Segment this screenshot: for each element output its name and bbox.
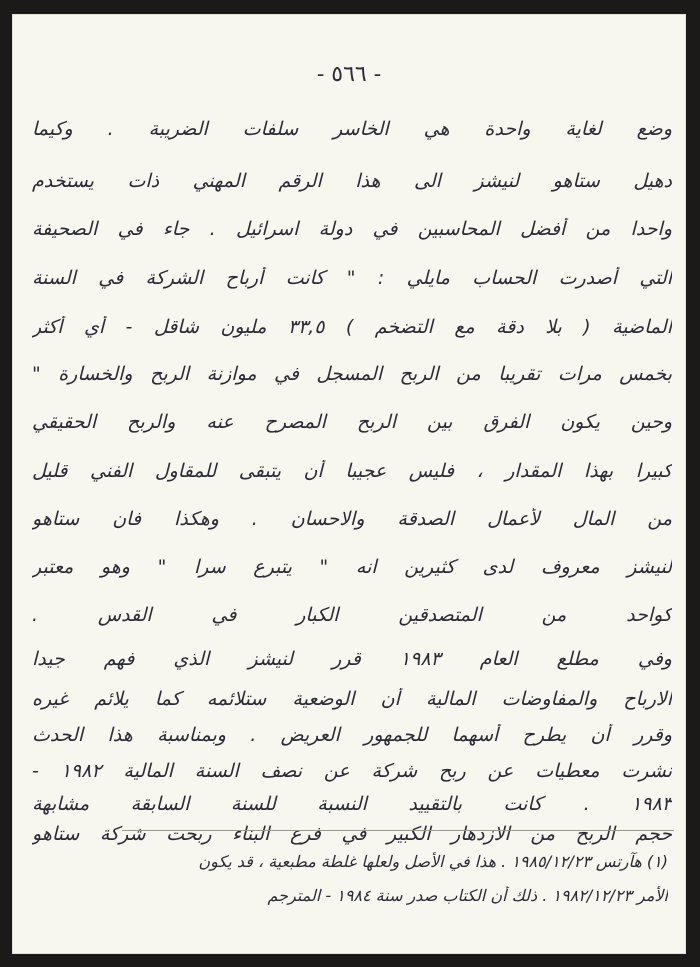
text-line: الارباح والمفاوضات المالية أن الوضعية ستلائمه كما يلائم غيره	[32, 688, 672, 710]
text-line: وحين يكون الفرق بين الربح المصرح عنه والربح الحقيقي	[32, 411, 672, 433]
text-line: وقرر أن يطرح أسهما للجمهور العريض . وبمناسبة هذا الحدث	[32, 724, 672, 746]
footnote-line: الأمر ١٩٨٢/١٢/٢٣ . ذلك أن الكتاب صدر سنة ١٩٨٤ - المترجم	[267, 886, 668, 905]
footnote-divider	[122, 830, 674, 831]
manuscript-page	[12, 14, 686, 954]
text-line: بخمس مرات تقريبا من الربح المسجل في موازنة الربح والخسارة "	[32, 363, 672, 385]
text-line: نشرت معطيات عن ربح شركة عن نصف السنة المالية ١٩٨٢ -	[32, 760, 672, 782]
text-line: لنيشز معروف لدى كثيرين انه " يتبرع سرا " وهو معتبر	[32, 556, 672, 578]
page-number: - ٥٦٦ -	[316, 62, 382, 87]
text-line: وضع لغاية واحدة هي الخاسر سلفات الضريبة . وكيما	[32, 118, 672, 140]
text-line: وفي مطلع العام ١٩٨٣ قرر لنيشز الذي فهم جيدا	[32, 648, 672, 670]
footnote-line: (١) هآرتس ١٩٨٥/١٢/٢٣ . هذا في الأصل ولعلها غلطة مطبعية ، قد يكون	[198, 852, 668, 871]
text-line: التي أصدرت الحساب مايلي : " كانت أرباح الشركة في السنة	[32, 267, 672, 289]
text-line: ١٩٨٣ . كانت بالتقييد النسبة للسنة السابقة مشابهة	[32, 793, 672, 815]
text-line: من المال لأعمال الصدقة والاحسان . وهكذا فان ستاهو	[32, 508, 672, 530]
text-line: الماضية ( بلا دقة مع التضخم ) ٣٣,٥ مليون شاقل - أي أكثر	[32, 316, 672, 338]
text-line: دهيل ستاهو لنيشز الى هذا الرقم المهني ذات يستخدم	[32, 170, 672, 192]
text-line: واحدا من أفضل المحاسبين في دولة اسرائيل . جاء في الصحيفة	[32, 218, 672, 240]
text-line: كبيرا بهذا المقدار ، فليس عجيبا أن يتبقى للمقاول الفني قليل	[32, 460, 672, 482]
text-line: كواحد من المتصدقين الكبار في القدس .	[32, 604, 672, 626]
text-line: حجم الربح من الازدهار الكبير في فرع البناء ربحت شركة ستاهو	[32, 823, 672, 845]
